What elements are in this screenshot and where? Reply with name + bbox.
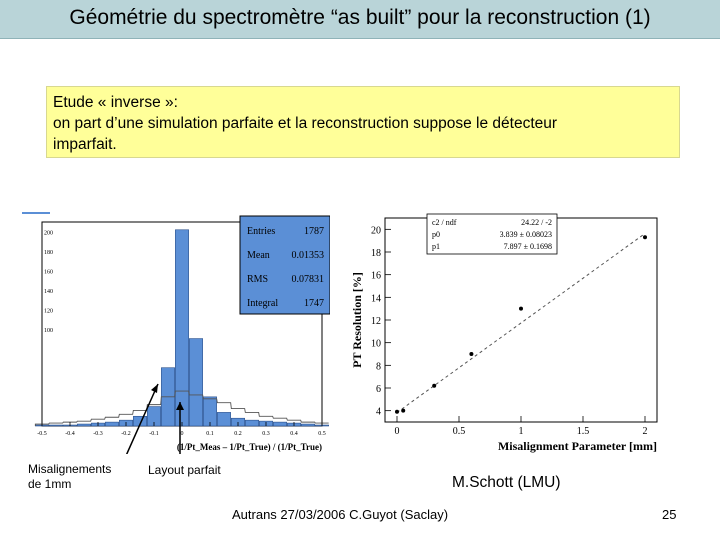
stats-value: 1787 [304,226,324,237]
x-tick-label: 0 [394,426,400,437]
footer: Autrans 27/03/2006 C.Guyot (Saclay) [232,507,449,522]
data-point [519,307,523,311]
caption-left-line-1: Misalignements [28,462,112,476]
caption-layout-parfait: Layout parfait [148,463,221,477]
fit-label: p1 [432,242,440,251]
x-tick-label: 1 [518,426,524,437]
resolution-svg [345,210,665,455]
x-tick-label: 0.5 [452,426,466,437]
data-point [643,235,647,239]
fit-label: p0 [432,230,440,239]
x-tick-label: 0.1 [206,431,214,437]
note-line-1: Etude « inverse »: [53,94,178,111]
histogram-svg [30,214,330,454]
fit-value: 7.897 ± 0.1698 [503,242,552,251]
x-tick-label: -0.1 [149,431,159,437]
data-point [401,409,405,413]
histogram-bar-perfect [77,424,90,426]
histogram-bar-perfect [189,339,202,426]
page-number: 25 [662,507,677,522]
histogram-bar-perfect [301,424,314,426]
x-tick-label: 0.2 [234,431,242,437]
resolution-plot [345,210,665,455]
stats-label: Mean [247,250,270,261]
y-tick-label: 12 [371,316,381,327]
histogram-bar-perfect [273,422,286,426]
y-tick-label: 200 [44,230,53,237]
caption-left-line-2: de 1mm [28,477,72,491]
stats-value: 0.01353 [291,250,324,261]
y-tick-label: 180 [44,250,53,257]
note-line-3: imparfait. [53,136,117,153]
x-tick-label: -0.4 [65,431,75,437]
histogram-bar-perfect [175,230,188,426]
y-tick-label: 14 [371,293,381,305]
x-tick-label: -0.2 [121,431,131,437]
y-tick-label: 6 [376,384,381,395]
note-box [46,86,680,158]
y-tick-label: 10 [371,338,381,350]
x-tick-label: 2 [642,426,648,437]
y-tick-label: 140 [44,289,53,295]
caption-misalignments [28,462,111,492]
y-tick-label: 100 [44,327,53,334]
histogram-xlabel: (1/Pt_Meas – 1/Pt_True) / (1/Pt_True) [176,442,322,452]
slide-title: Géométrie du spectromètre “as built” pour la reconstruction (1) [69,6,651,29]
x-tick-label: 0.4 [290,431,298,437]
x-tick-label: 1.5 [576,426,590,437]
data-point [469,352,473,356]
histogram-bar-perfect [105,422,118,426]
y-tick-label: 120 [44,308,53,315]
stats-value: 1747 [304,298,324,309]
stats-label: RMS [247,274,269,285]
fit-value: 24.22 / -2 [521,218,552,227]
stats-label: Entries [247,226,276,237]
x-tick-label: 0 [180,431,184,437]
y-tick-label: 20 [371,225,381,237]
resolution-ylabel: PT Resolution [%] [350,272,364,368]
data-point [395,410,399,414]
stats-label: Integral [247,298,279,309]
y-tick-label: 18 [371,248,381,259]
y-tick-label: 8 [376,361,381,373]
note-line-2: on part d’une simulation parfaite et la reconstruction suppose le détecteur [53,115,558,132]
x-tick-label: -0.5 [37,431,47,437]
fit-label: c2 / ndf [432,218,457,227]
y-tick-label: 4 [376,406,381,418]
histogram-bar-perfect [245,420,258,426]
x-tick-label: 0.3 [262,431,270,437]
author: M.Schott (LMU) [452,474,561,491]
histogram-bar-perfect [49,425,62,426]
x-tick-label: 0.5 [318,431,326,437]
histogram-bar-perfect [217,412,230,426]
fit-value: 3.839 ± 0.08023 [499,230,552,239]
data-point [432,384,436,388]
x-tick-label: -0.3 [93,431,103,437]
y-tick-label: 16 [371,270,381,282]
histogram-plot [30,214,330,454]
y-tick-label: 160 [44,269,53,276]
stats-value: 0.07831 [291,274,324,285]
resolution-xlabel: Misalignment Parameter [mm] [497,439,657,453]
histogram-bar-perfect [203,397,216,426]
